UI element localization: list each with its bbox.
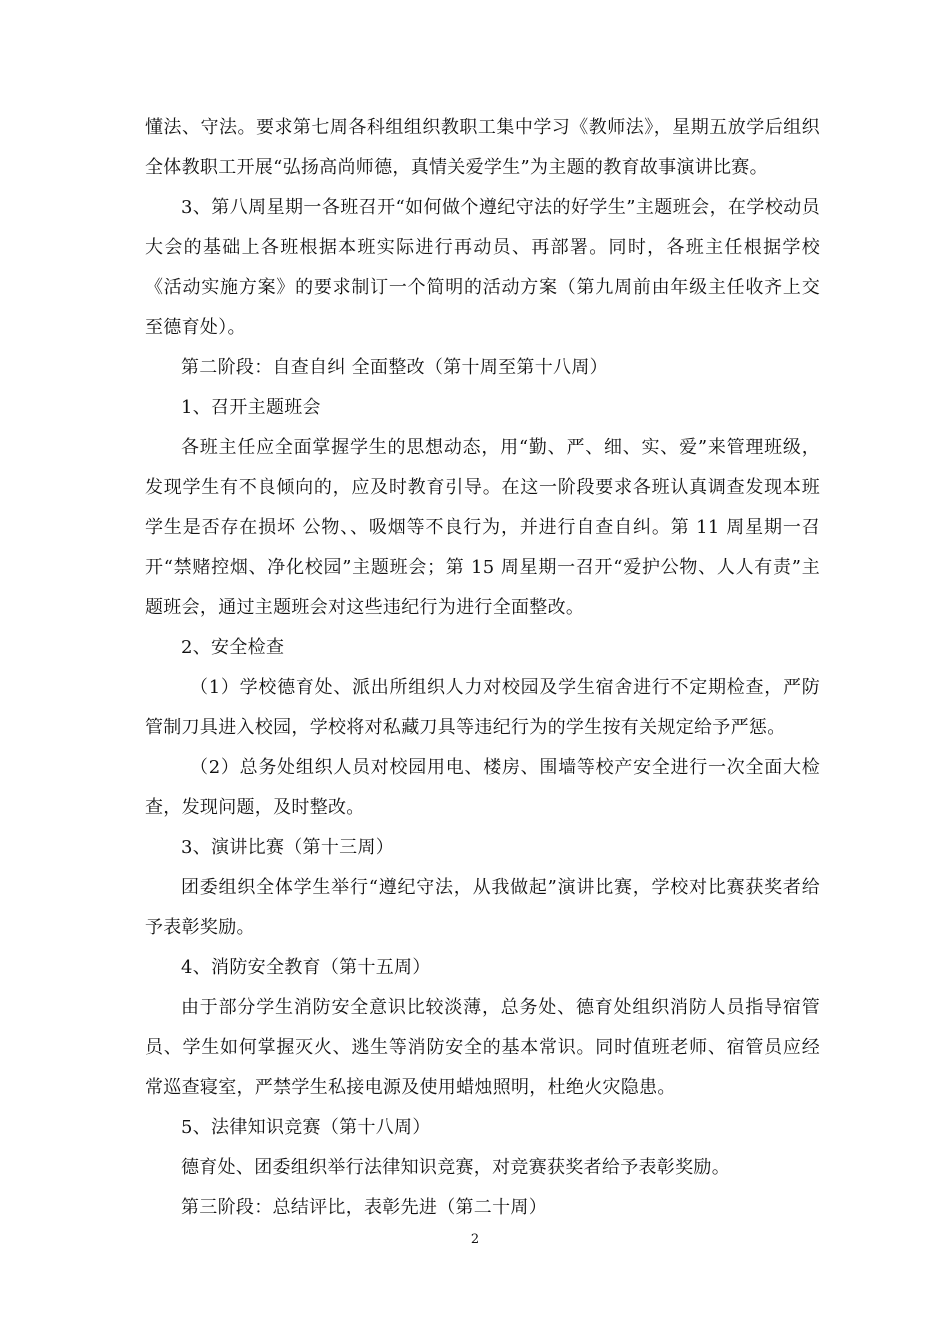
paragraph-speech-contest: 团委组织全体学生举行“遵纪守法，从我做起”演讲比赛，学校对比赛获奖者给予表彰奖励。: [145, 877, 820, 938]
stage-two-heading: 第二阶段：自查自纠 全面整改（第十周至第十八周）: [181, 357, 608, 378]
stage-three-heading: 第三阶段：总结评比，表彰先进（第二十周）: [181, 1197, 547, 1218]
paragraph-class-meeting: 各班主任应全面掌握学生的思想动态，用“勤、严、细、实、爱”来管理班级，发现学生有不良倾向的，应及时教育引导。在这一阶段要求各班认真调查发现本班学生是否存在损坏 公物、、吸烟等不良行为，并进行自查自纠。第 11 周星期一召开“禁赌控烟、净化校园”主题班会；第 15 周星期一召开“爱护公物、人人有责”主题班会，通过主题班会对这些违纪行为进行全面整改。: [145, 437, 820, 618]
item-1-heading: 1、召开主题班会: [181, 397, 321, 418]
item-2-heading: 2、安全检查: [181, 637, 285, 658]
paragraph-law-contest: 德育处、团委组织举行法律知识竞赛，对竞赛获奖者给予表彰奖励。: [181, 1157, 730, 1178]
item-5-heading: 5、法律知识竞赛（第十八周）: [181, 1117, 431, 1138]
item-4-heading: 4、消防安全教育（第十五周）: [181, 957, 431, 978]
paragraph-safety-check-2: （2）总务处组织人员对校园用电、楼房、围墙等校产安全进行一次全面大检查，发现问题，及时整改。: [145, 757, 820, 818]
paragraph-continuation: 懂法、守法。要求第七周各科组组织教职工集中学习《教师法》，星期五放学后组织全体教职工开展“弘扬高尚师德，真情关爱学生”为主题的教育故事演讲比赛。: [145, 117, 820, 178]
paragraph-safety-check-1: （1）学校德育处、派出所组织人力对校园及学生宿舍进行不定期检查，严防管制刀具进入校园，学校将对私藏刀具等违纪行为的学生按有关规定给予严惩。: [145, 677, 820, 738]
document-body: [145, 108, 820, 1228]
page-number: 2: [470, 1232, 480, 1247]
paragraph-item-3: 3、第八周星期一各班召开“如何做个遵纪守法的好学生”主题班会，在学校动员大会的基础上各班根据本班实际进行再动员、再部署。同时，各班主任根据学校《活动实施方案》的要求制订一个简明的活动方案（第九周前由年级主任收齐上交至德育处）。: [145, 197, 820, 338]
item-3-heading: 3、演讲比赛（第十三周）: [181, 837, 395, 858]
paragraph-fire-safety: 由于部分学生消防安全意识比较淡薄，总务处、德育处组织消防人员指导宿管员、学生如何掌握灭火、逃生等消防安全的基本常识。同时值班老师、宿管员应经常巡查寝室，严禁学生私接电源及使用蜡烛照明，杜绝火灾隐患。: [145, 997, 820, 1098]
